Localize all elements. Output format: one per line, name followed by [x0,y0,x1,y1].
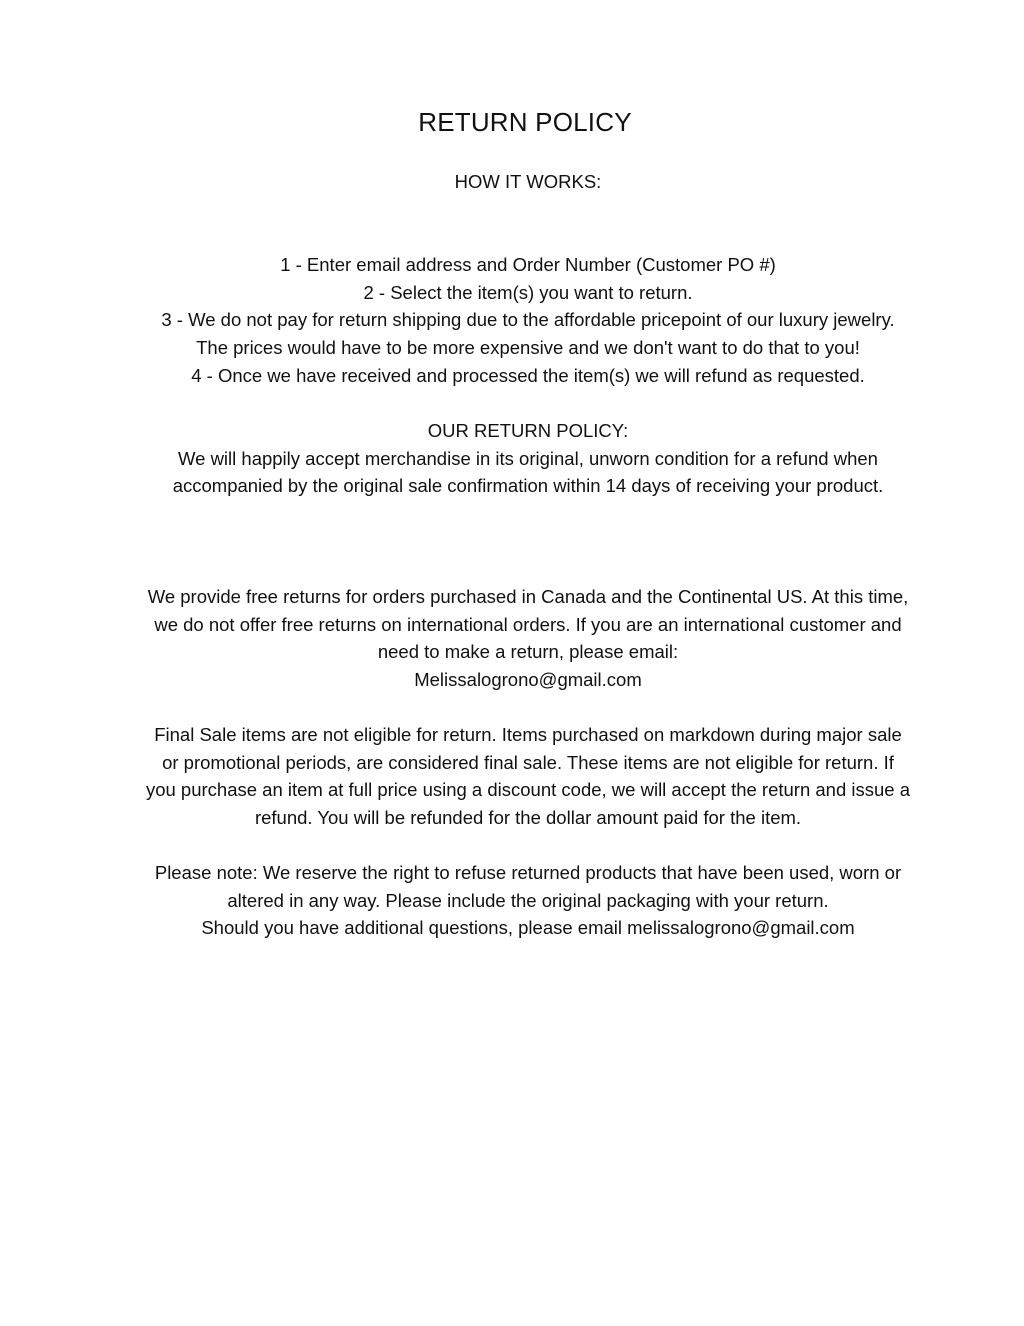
policy-line: accompanied by the original sale confirmation within 14 days of receiving your product. [172,475,884,497]
policy-line: We will happily accept merchandise in its original, unworn condition for a refund when [178,447,878,469]
final-sale-line: or promotional periods, are considered final sale. These items are not eligible for return. If [162,751,894,773]
step-line: 2 - Select the item(s) you want to return. [363,281,693,303]
step-line: 3 - We do not pay for return shipping due to the affordable pricepoint of our luxury jewelry. [161,309,895,331]
step-line: 1 - Enter email address and Order Number (Customer PO #) [280,254,776,275]
our-return-policy-section [60,417,996,500]
how-it-works-heading: HOW IT WORKS: [454,171,602,192]
page-title: RETURN POLICY [418,107,632,137]
final-sale-line: refund. You will be refunded for the dollar amount paid for the item. [254,807,802,829]
please-note-paragraph [60,859,996,942]
free-returns-line: we do not offer free returns on international orders. If you are an international customer and [154,613,902,635]
free-returns-line: need to make a return, please email: [377,641,679,663]
contact-email-text: Melissalogrono@gmail.com [414,669,642,691]
note-line: Please note: We reserve the right to refuse returned products that have been used, worn or [154,862,902,883]
free-returns-paragraph [60,583,996,694]
final-sale-line: Final Sale items are not eligible for return. Items purchased on markdown during major sale [154,724,902,745]
note-line: altered in any way. Please include the original packaging with your return. [227,889,829,911]
our-return-policy-heading: OUR RETURN POLICY: [427,420,629,441]
note-line: Should you have additional questions, please email melissalogrono@gmail.com [201,917,855,939]
step-line: 4 - Once we have received and processed the item(s) we will refund as requested. [191,364,865,386]
final-sale-line: you purchase an item at full price using a discount code, we will accept the return and issue a [145,779,911,801]
step-line: The prices would have to be more expensive and we don't want to do that to you! [196,337,860,359]
free-returns-line: We provide free returns for orders purchased in Canada and the Continental US. At this time, [147,586,909,607]
how-it-works-steps [60,251,996,390]
final-sale-paragraph [60,721,996,832]
